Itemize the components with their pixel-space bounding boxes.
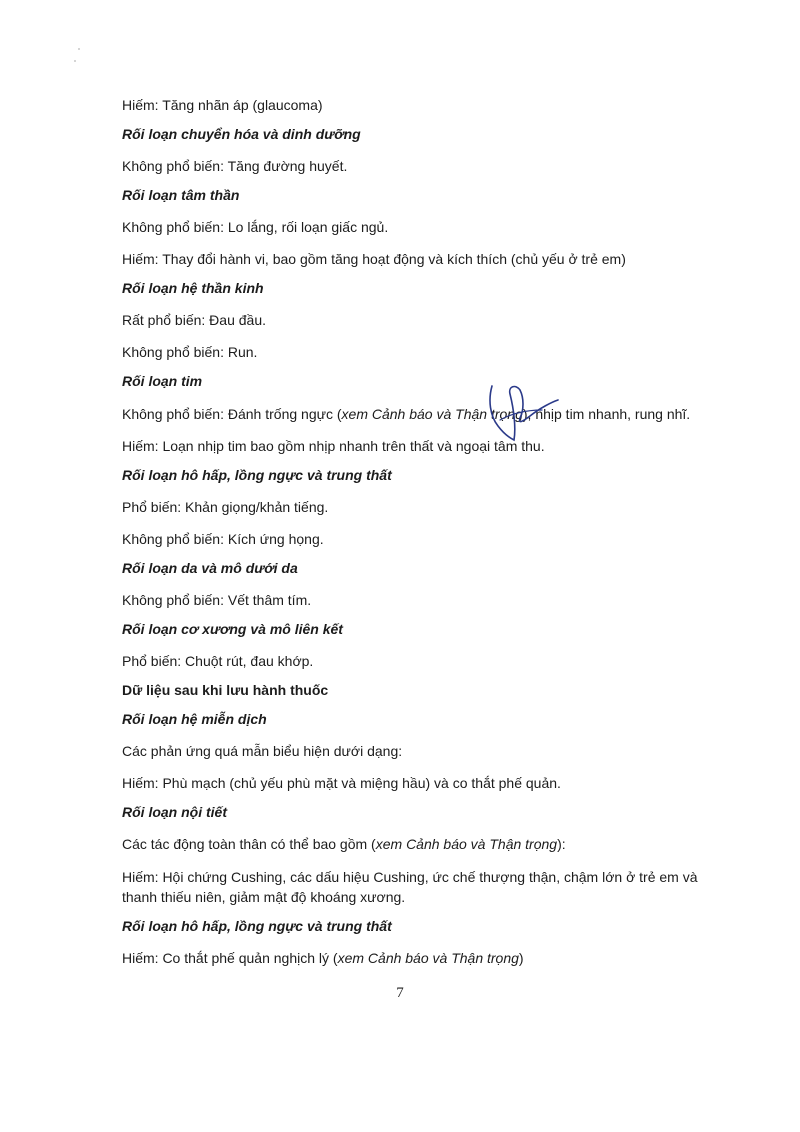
line-hyperglycemia: Không phổ biến: Tăng đường huyết.: [122, 158, 348, 174]
page-number: 7: [396, 985, 404, 1001]
heading-psychiatric: Rối loạn tâm thần: [122, 187, 240, 203]
line-hypersensitivity: Các phản ứng quá mẫn biểu hiện dưới dạng:: [122, 743, 403, 759]
line-arrhythmia: Hiếm: Loạn nhịp tim bao gồm nhịp nhanh trên thất và ngoại tâm thu.: [122, 438, 545, 454]
scan-speck: [78, 48, 80, 50]
heading-skin: Rối loạn da và mô dưới da: [122, 560, 298, 576]
line-anxiety: Không phổ biến: Lo lắng, rối loạn giấc ngủ.: [122, 219, 389, 235]
line-systemic-effects: Các tác động toàn thân có thể bao gồm (xem Cảnh báo và Thận trọng):: [122, 836, 566, 852]
scan-speck: [74, 60, 76, 62]
handwritten-signature: [470, 380, 560, 446]
line-palpitations: [122, 404, 720, 424]
heading-musculoskeletal: Rối loạn cơ xương và mô liên kết: [122, 621, 343, 637]
line-headache: Rất phổ biến: Đau đầu.: [122, 312, 266, 328]
palpitations-text: Không phổ biến: Đánh trống ngực (xem Cảnh báo và Thận trọng), nhịp tim nhanh, rung nhĩ.: [122, 406, 691, 422]
heading-respiratory-2: Rối loạn hô hấp, lồng ngực và trung thất: [122, 918, 392, 934]
line-cushing: Hiếm: Hội chứng Cushing, các dấu hiệu Cushing, ức chế thượng thận, chậm lớn ở trẻ em và thanh thiếu niên, giảm mật độ khoáng xương.: [122, 869, 698, 905]
page-content: [122, 96, 720, 968]
heading-cardiac: Rối loạn tim: [122, 373, 203, 389]
cross-reference: xem Cảnh báo và Thận trọng: [341, 406, 523, 422]
line-angioedema: Hiếm: Phù mạch (chủ yếu phù mặt và miệng hầu) và co thắt phế quản.: [122, 775, 561, 791]
heading-post-marketing: Dữ liệu sau khi lưu hành thuốc: [122, 682, 329, 698]
heading-endocrine: Rối loạn nội tiết: [122, 804, 227, 820]
line-glaucoma: Hiếm: Tăng nhãn áp (glaucoma): [122, 97, 323, 113]
line-hoarseness: Phổ biến: Khản giọng/khản tiếng.: [122, 499, 329, 515]
line-cramps: Phổ biến: Chuột rút, đau khớp.: [122, 653, 314, 669]
heading-metabolism: Rối loạn chuyển hóa và dinh dưỡng: [122, 126, 361, 142]
line-tremor: Không phổ biến: Run.: [122, 344, 258, 360]
heading-respiratory: Rối loạn hô hấp, lồng ngực và trung thất: [122, 467, 392, 483]
line-behavior: Hiếm: Thay đổi hành vi, bao gồm tăng hoạt động và kích thích (chủ yếu ở trẻ em): [122, 251, 626, 267]
cross-reference: xem Cảnh báo và Thận trọng: [375, 836, 558, 852]
line-paradoxical-bronchospasm: Hiếm: Co thắt phế quản nghịch lý (xem Cảnh báo và Thận trọng): [122, 950, 524, 966]
heading-nervous-system: Rối loạn hệ thần kinh: [122, 280, 264, 296]
heading-immune: Rối loạn hệ miễn dịch: [122, 711, 267, 727]
line-throat-irritation: Không phổ biến: Kích ứng họng.: [122, 531, 324, 547]
line-bruising: Không phổ biến: Vết thâm tím.: [122, 592, 312, 608]
cross-reference: xem Cảnh báo và Thận trọng: [337, 950, 519, 966]
